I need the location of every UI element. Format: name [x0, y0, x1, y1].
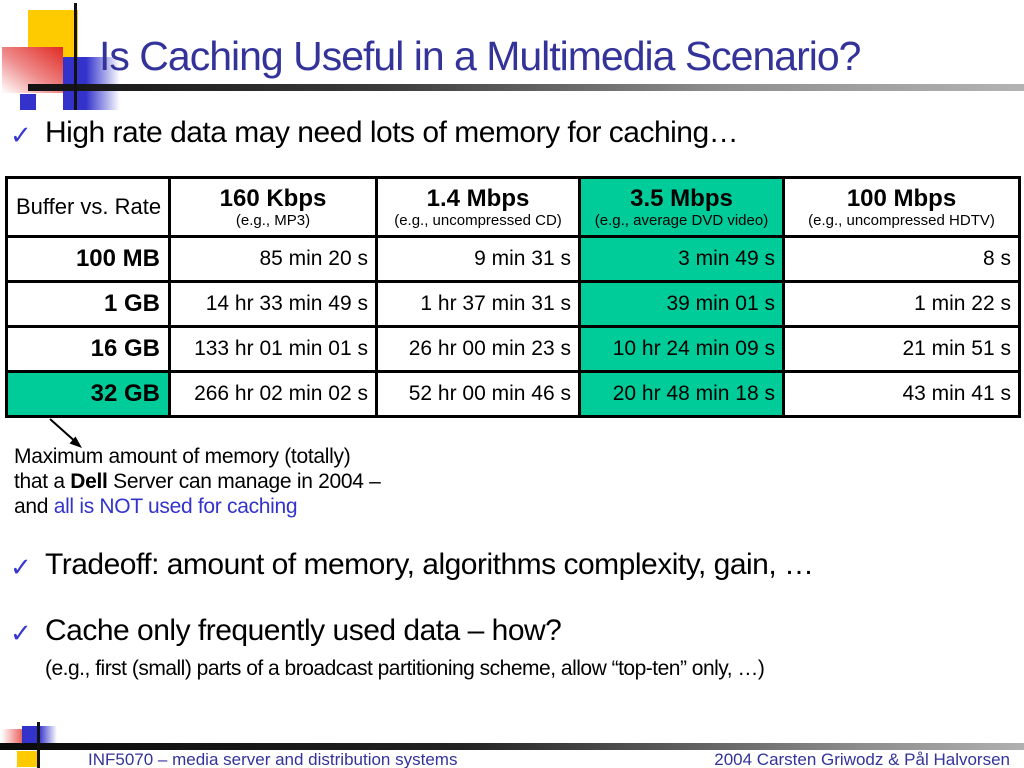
col-header-example: (e.g., uncompressed CD) [394, 211, 562, 229]
table-cell: 26 hr 00 min 23 s [377, 327, 580, 372]
table-cell-highlighted: 10 hr 24 min 09 s [580, 327, 784, 372]
annotation-line1: Maximum amount of memory (totally) [14, 445, 351, 468]
table-cell-highlighted: 20 hr 48 min 18 s [580, 372, 784, 417]
table-row [7, 327, 1020, 372]
col-header-3.5mbps-highlighted [580, 178, 784, 237]
col-header-1.4mbps [377, 178, 580, 237]
footer-authors-label: 2004 Carsten Griwodz & Pål Halvorsen [714, 750, 1010, 768]
col-header-160kbps [170, 178, 377, 237]
annotation-line3 [14, 494, 381, 519]
table-cell: 1 min 22 s [784, 282, 1020, 327]
footer-course-label: INF5070 – media server and distribution systems [88, 750, 458, 768]
bullet-tradeoff-text: Tradeoff: amount of memory, algorithms complexity, gain, … [45, 548, 814, 581]
annotation-line2 [14, 469, 381, 494]
table-cell: 85 min 20 s [170, 237, 377, 282]
table-cell: 266 hr 02 min 02 s [170, 372, 377, 417]
col-header-example: (e.g., MP3) [235, 211, 311, 229]
page-title: Is Caching Useful in a Multimedia Scenario? [99, 33, 861, 79]
title-underline [28, 84, 1024, 91]
bullet-high-rate-text: High rate data may need lots of memory for caching… [45, 116, 739, 149]
col-header-100mbps [784, 178, 1020, 237]
col-header-rate: 100 Mbps [846, 184, 957, 212]
row-header-16gb: 16 GB [7, 327, 170, 372]
row-header-1gb: 1 GB [7, 282, 170, 327]
annotation-caching-blue: all is NOT used for caching [53, 495, 298, 518]
checkmark-icon: ✓ [10, 618, 32, 648]
col-header-example: (e.g., uncompressed HDTV) [808, 211, 995, 229]
col-header-rate: 1.4 Mbps [426, 184, 530, 212]
table-cell: 14 hr 33 min 49 s [170, 282, 377, 327]
footer-divider-line [0, 743, 1024, 750]
annotation-dell-bold: Dell [70, 470, 108, 493]
bullet-cache-frequent-text: Cache only frequently used data – how? [45, 614, 562, 647]
table-cell-highlighted: 39 min 01 s [580, 282, 784, 327]
table-cell: 21 min 51 s [784, 327, 1020, 372]
checkmark-icon: ✓ [10, 552, 32, 582]
table-cell-highlighted: 3 min 49 s [580, 237, 784, 282]
annotation-line2-post: Server can manage in 2004 – [107, 470, 381, 493]
bullet-high-rate [10, 116, 738, 151]
bullet-cache-subnote: (e.g., first (small) parts of a broadcast partitioning scheme, allow “top-ten” only, …) [45, 657, 765, 680]
table-row [7, 372, 1020, 417]
annotation-note [14, 444, 381, 519]
table-cell: 52 hr 00 min 46 s [377, 372, 580, 417]
checkmark-icon: ✓ [10, 120, 32, 150]
table-cell: 43 min 41 s [784, 372, 1020, 417]
table-cell: 1 hr 37 min 31 s [377, 282, 580, 327]
col-header-example: (e.g., average DVD video) [594, 211, 769, 229]
footer-logo-vertical-line [37, 722, 40, 768]
table-cell: 8 s [784, 237, 1020, 282]
table-cell: 9 min 31 s [377, 237, 580, 282]
annotation-line3-pre: and [14, 495, 54, 518]
bullet-tradeoff [10, 548, 814, 583]
table-row [7, 237, 1020, 282]
table-cell: 133 hr 01 min 01 s [170, 327, 377, 372]
annotation-line2-pre: that a [14, 470, 71, 493]
table-row [7, 282, 1020, 327]
annotation-arrow-icon [38, 418, 98, 454]
table-corner-cell: Buffer vs. Rate [7, 178, 170, 237]
col-header-rate: 160 Kbps [219, 184, 327, 212]
buffer-rate-table [5, 176, 1021, 418]
bullet-cache-frequent [10, 614, 561, 649]
logo-blue-square-small [20, 94, 36, 110]
table-header-row [7, 178, 1020, 237]
col-header-rate: 3.5 Mbps [630, 184, 733, 212]
logo-vertical-line [74, 3, 77, 110]
row-header-100mb: 100 MB [7, 237, 170, 282]
row-header-32gb-highlighted: 32 GB [7, 372, 170, 417]
